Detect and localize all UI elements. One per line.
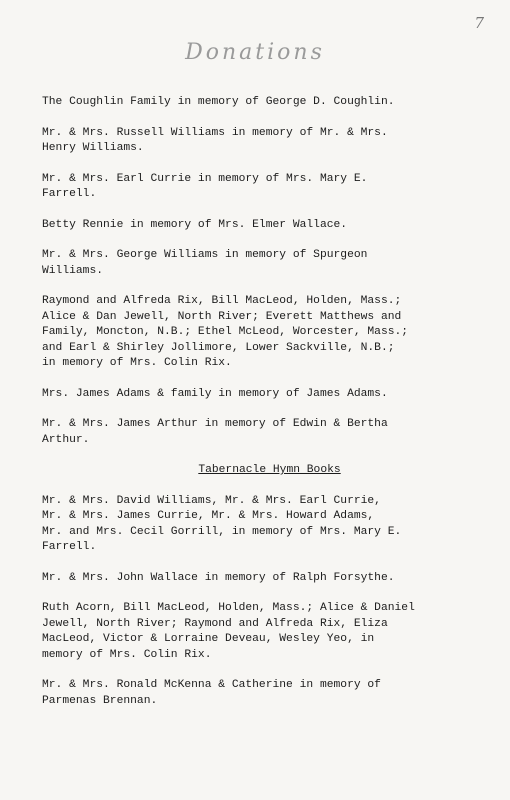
hymn-book-entry: Ruth Acorn, Bill MacLeod, Holden, Mass.; Alice & Daniel Jewell, North River; Raymond and Alfreda Rix, Eliza MacLeod, Victor & Lorraine Deveau, Wesley Yeo, in memory of Mrs. Colin Rix.: [42, 602, 415, 661]
donation-entry: Mr. & Mrs. Russell Williams in memory of Mr. & Mrs. Henry Williams.: [42, 126, 388, 154]
document-body: [42, 95, 497, 724]
donation-entry: Mr. & Mrs. George Williams in memory of Spurgeon Williams.: [42, 249, 368, 277]
hymn-book-entry: Mr. & Mrs. Ronald McKenna & Catherine in memory of Parmenas Brennan.: [42, 679, 381, 707]
donation-entry: Mr. & Mrs. Earl Currie in memory of Mrs. Mary E. Farrell.: [42, 172, 368, 200]
donation-entry: Mr. & Mrs. James Arthur in memory of Edwin & Bertha Arthur.: [42, 418, 388, 446]
donation-entry: Mrs. James Adams & family in memory of James Adams.: [42, 387, 388, 400]
hymn-book-entry: Mr. & Mrs. David Williams, Mr. & Mrs. Earl Currie, Mr. & Mrs. James Currie, Mr. & Mrs. Howard Adams, Mr. and Mrs. Cecil Gorrill, in memory of Mrs. Mary E. Farrell.: [42, 494, 402, 553]
donation-entry: Raymond and Alfreda Rix, Bill MacLeod, Holden, Mass.; Alice & Dan Jewell, North River; Everett Matthews and Family, Moncton, N.B.; Ethel McLeod, Worcester, Mass.; and Earl & Shirley Jollimore, Lower Sackville, N.B.; in memory of Mrs. Colin Rix.: [42, 295, 409, 369]
hymn-book-entry: Mr. & Mrs. John Wallace in memory of Ralph Forsythe.: [42, 571, 395, 584]
page-number: 7: [474, 14, 484, 32]
donation-entry: The Coughlin Family in memory of George D. Coughlin.: [42, 96, 395, 108]
donation-entry: Betty Rennie in memory of Mrs. Elmer Wallace.: [42, 218, 348, 231]
hymn-books-heading: Tabernacle Hymn Books: [198, 464, 341, 476]
page-title: Donations: [185, 40, 325, 65]
